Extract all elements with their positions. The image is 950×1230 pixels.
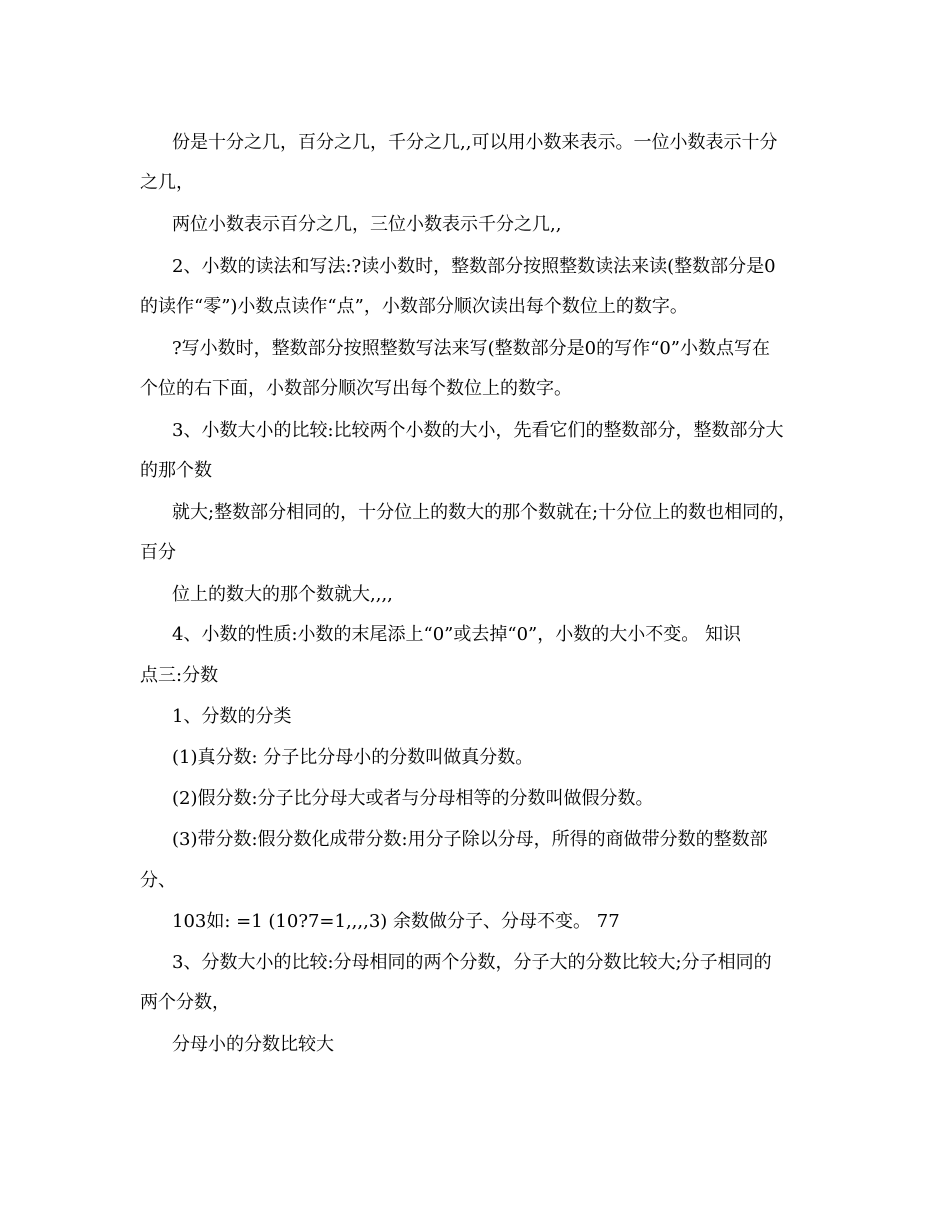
text-line: 就大;整数部分相同的，十分位上的数大的那个数就在;十分位上的数也相同的， — [172, 502, 797, 523]
text-line: 的读作“零”)小数点读作“点”，小数部分顺次读出每个数位上的数字。 — [140, 296, 688, 317]
text-line: 分、 — [140, 870, 176, 891]
text-line: 份是十分之几，百分之几，千分之几,,可以用小数来表示。一位小数表示十分 — [172, 132, 778, 153]
text-line: 分母小的分数比较大 — [172, 1034, 334, 1055]
text-line: 位上的数大的那个数就大,,,, — [172, 584, 393, 605]
text-line: 2、小数的读法和写法:?读小数时，整数部分按照整数读法来读(整数部分是0 — [172, 256, 776, 277]
text-line: 4、小数的性质:小数的末尾添上“0”或去掉“0”，小数的大小不变。 知识 — [172, 624, 741, 645]
text-line: 3、分数大小的比较:分母相同的两个分数，分子大的分数比较大;分子相同的 — [172, 952, 772, 973]
text-line: ?写小数时，整数部分按照整数写法来写(整数部分是0的写作“0”小数点写在 — [172, 338, 770, 359]
text-line: (3)带分数:假分数化成带分数:用分子除以分母，所得的商做带分数的整数部 — [172, 829, 768, 850]
text-line: 1、分数的分类 — [172, 706, 292, 727]
text-line: 点三:分数 — [140, 665, 219, 686]
text-line: (2)假分数:分子比分母大或者与分母相等的分数叫做假分数。 — [172, 788, 654, 809]
text-line: 个位的右下面，小数部分顺次写出每个数位上的数字。 — [140, 378, 572, 399]
text-line: (1)真分数: 分子比分母小的分数叫做真分数。 — [172, 747, 534, 768]
text-line: 的那个数 — [140, 460, 212, 481]
text-line: 之几， — [140, 172, 194, 193]
text-line: 两位小数表示百分之几，三位小数表示千分之几,, — [172, 214, 562, 235]
text-line: 百分 — [140, 542, 176, 563]
text-line: 两个分数， — [140, 992, 230, 1013]
text-line: 3、小数大小的比较:比较两个小数的大小，先看它们的整数部分，整数部分大 — [172, 420, 784, 441]
text-line: 103如: =1 (10?7=1,,,,3) 余数做分子、分母不变。 77 — [172, 911, 620, 932]
